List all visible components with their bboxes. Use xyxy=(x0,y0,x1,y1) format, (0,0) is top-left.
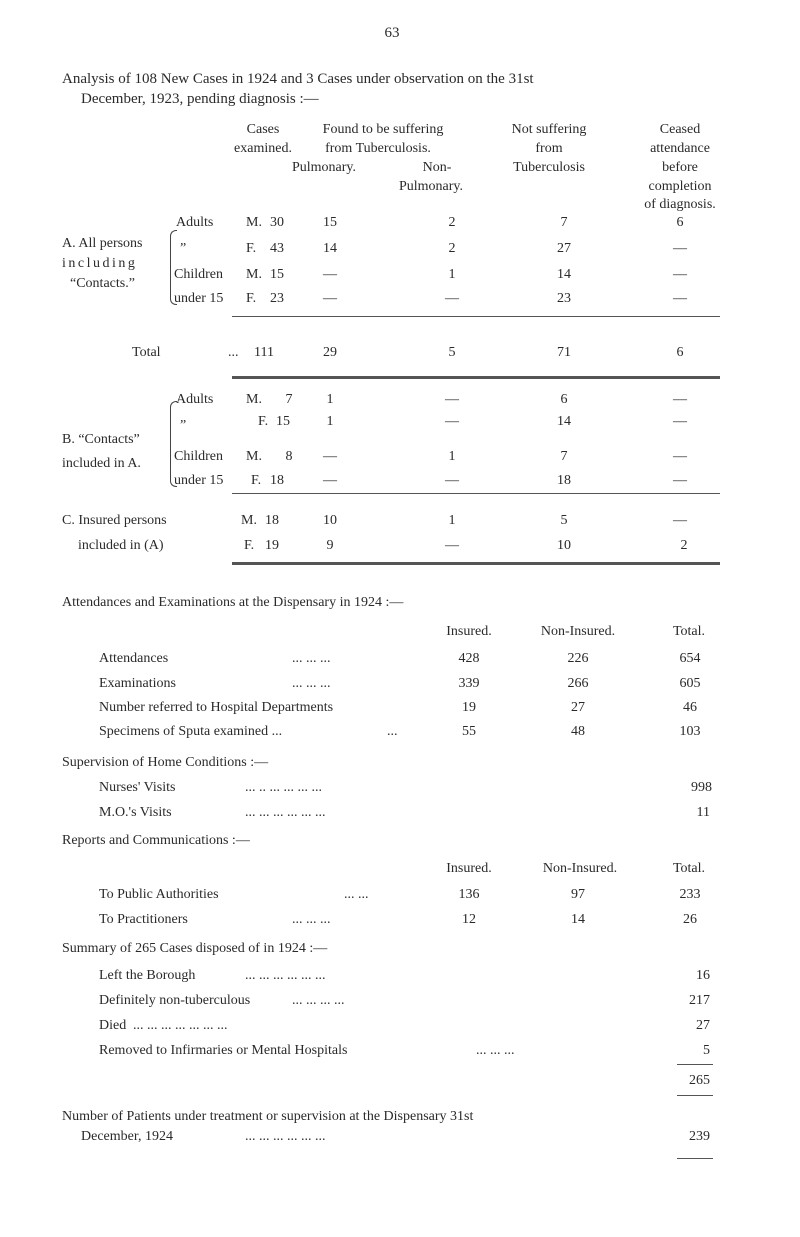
header-found-1: Found to be suffering xyxy=(322,122,444,137)
cell-not-tb: 71 xyxy=(557,345,571,360)
cell-pulmonary: 1 xyxy=(326,392,334,407)
cell-ceased: — xyxy=(673,291,687,306)
section-b-label-2: included in A. xyxy=(62,456,141,471)
row-dots: ... ... xyxy=(344,887,369,902)
sex-label: M. xyxy=(246,267,262,282)
cell-pulmonary: 14 xyxy=(323,241,337,256)
row-value: 16 xyxy=(696,968,710,983)
sex-label: M. xyxy=(246,449,262,464)
group-label: ” xyxy=(180,418,187,433)
sex-label: M. xyxy=(246,215,262,230)
row-label: Number referred to Hospital Departments xyxy=(99,700,334,715)
col-total: Total. xyxy=(672,861,706,876)
cell-total: 46 xyxy=(683,700,697,715)
cell-total: 103 xyxy=(679,724,701,739)
cell-examined: 15 xyxy=(270,267,284,282)
sex-label: F. xyxy=(244,538,255,553)
section-b-label-1: B. “Contacts” xyxy=(62,432,140,447)
cell-non-insured: 266 xyxy=(567,676,589,691)
summary-heading: Summary of 265 Cases disposed of in 1924 :— xyxy=(62,941,328,956)
row-value: 5 xyxy=(703,1043,710,1058)
cell-not-tb: 14 xyxy=(557,414,571,429)
group-label: ” xyxy=(180,241,187,256)
rule-summary-bottom xyxy=(677,1095,713,1096)
cell-examined: 18 xyxy=(265,513,279,528)
row-value: 217 xyxy=(689,993,710,1008)
cell-non-pulmonary: 2 xyxy=(448,241,456,256)
header-not-1: Not suffering xyxy=(511,122,587,137)
row-dots: ... ... ... ... ... ... xyxy=(245,1129,326,1144)
rule-before-total xyxy=(232,316,720,317)
cell-not-tb: 10 xyxy=(557,538,571,553)
cell-non-pulmonary: 5 xyxy=(448,345,456,360)
cell-ceased: — xyxy=(673,473,687,488)
intro-line-2: December, 1923, pending diagnosis :— xyxy=(81,91,319,107)
group-label: under 15 xyxy=(174,473,224,488)
total-dots: ... xyxy=(228,345,239,360)
col-insured: Insured. xyxy=(446,861,492,876)
cell-non-pulmonary: — xyxy=(445,414,459,429)
cell-non-pulmonary: — xyxy=(445,538,459,553)
row-dots: ... ... ... xyxy=(476,1043,515,1058)
double-rule-bottom xyxy=(232,562,720,565)
rule-final xyxy=(677,1158,713,1159)
cell-non-pulmonary: 1 xyxy=(448,449,456,464)
cell-not-tb: 7 xyxy=(560,449,568,464)
cell-non-insured: 27 xyxy=(571,700,585,715)
header-found-2: from Tuberculosis. xyxy=(325,141,431,156)
header-pulmonary: Pulmonary. xyxy=(291,160,357,175)
header-non-2: Pulmonary. xyxy=(398,179,464,194)
section-c-label-2: included in (A) xyxy=(78,538,164,553)
group-label: Children xyxy=(174,267,223,282)
row-dots: ... ... ... xyxy=(292,651,331,666)
under-treatment-value: 239 xyxy=(689,1129,710,1144)
header-not-3: Tuberculosis xyxy=(513,160,585,175)
row-dots: ... ... ... ... ... ... xyxy=(245,805,326,820)
row-dots: ... ... ... xyxy=(292,676,331,691)
group-label: under 15 xyxy=(174,291,224,306)
double-rule xyxy=(232,376,720,379)
cell-examined: 18 xyxy=(270,473,284,488)
row-label: Left the Borough xyxy=(99,968,196,983)
cell-not-tb: 18 xyxy=(557,473,571,488)
cell-insured: 136 xyxy=(458,887,480,902)
row-label: M.O.'s Visits xyxy=(99,805,172,820)
cell-pulmonary: 15 xyxy=(323,215,337,230)
header-not-2: from xyxy=(535,141,563,156)
header-ceased-5: of diagnosis. xyxy=(644,197,716,212)
cell-non-insured: 226 xyxy=(567,651,589,666)
header-ceased-1: Ceased xyxy=(659,122,701,137)
col-non-insured: Non-Insured. xyxy=(542,861,618,876)
cell-non-insured: 14 xyxy=(571,912,585,927)
cell-examined: 19 xyxy=(265,538,279,553)
cell-pulmonary: 29 xyxy=(323,345,337,360)
cell-examined: 15 xyxy=(276,414,290,429)
cell-non-insured: 48 xyxy=(571,724,585,739)
row-label: Died xyxy=(99,1018,127,1033)
header-ceased-2: attendance xyxy=(650,141,710,156)
cell-non-pulmonary: — xyxy=(445,392,459,407)
row-dots: ... xyxy=(387,724,398,739)
cell-ceased: — xyxy=(673,513,687,528)
rule-after-b xyxy=(232,493,720,494)
total-label: Total xyxy=(132,345,161,360)
supervision-heading: Supervision of Home Conditions :— xyxy=(62,755,269,770)
header-ceased-3: before xyxy=(662,160,698,175)
cell-examined: 23 xyxy=(270,291,284,306)
brace-a-adults xyxy=(170,230,177,263)
group-label: Children xyxy=(174,449,223,464)
cell-pulmonary: 10 xyxy=(323,513,337,528)
row-value: 11 xyxy=(696,805,710,820)
cell-ceased: — xyxy=(673,449,687,464)
row-dots: ... ... ... ... ... ... ... xyxy=(133,1018,228,1033)
cell-non-pulmonary: 1 xyxy=(448,513,456,528)
cell-not-tb: 6 xyxy=(560,392,568,407)
header-ceased-4: completion xyxy=(648,179,712,194)
intro-line-1: Analysis of 108 New Cases in 1924 and 3 Cases under observation on the 31st xyxy=(62,71,534,87)
cell-ceased: — xyxy=(673,392,687,407)
cell-ceased: — xyxy=(673,414,687,429)
row-dots: ... .. ... ... ... ... xyxy=(245,780,322,795)
sex-label: M. xyxy=(241,513,257,528)
sex-label: F. xyxy=(258,414,269,429)
sex-label: F. xyxy=(246,241,257,256)
page-number: 63 xyxy=(384,25,400,41)
cell-ceased: 2 xyxy=(680,538,688,553)
section-a-label-3: “Contacts.” xyxy=(70,276,135,291)
cell-ceased: 6 xyxy=(676,215,684,230)
row-label: Examinations xyxy=(99,676,176,691)
col-non-insured: Non-Insured. xyxy=(540,624,616,639)
cell-pulmonary: 1 xyxy=(326,414,334,429)
header-cases-2: examined. xyxy=(234,141,292,156)
reports-heading: Reports and Communications :— xyxy=(62,833,250,848)
header-cases-1: Cases xyxy=(246,122,280,137)
cell-non-pulmonary: 1 xyxy=(448,267,456,282)
cell-non-insured: 97 xyxy=(571,887,585,902)
group-label: Adults xyxy=(176,215,214,230)
cell-insured: 339 xyxy=(458,676,480,691)
cell-insured: 428 xyxy=(458,651,480,666)
cell-ceased: 6 xyxy=(676,345,684,360)
cell-non-pulmonary: — xyxy=(445,291,459,306)
cell-not-tb: 23 xyxy=(557,291,571,306)
cell-insured: 19 xyxy=(462,700,476,715)
cell-insured: 12 xyxy=(462,912,476,927)
cell-non-pulmonary: 2 xyxy=(448,215,456,230)
cell-not-tb: 7 xyxy=(560,215,568,230)
row-value: 998 xyxy=(691,780,712,795)
sex-label: M. xyxy=(246,392,262,407)
cell-not-tb: 27 xyxy=(557,241,571,256)
header-non-1: Non- xyxy=(422,160,452,175)
cell-insured: 55 xyxy=(462,724,476,739)
cell-pulmonary: — xyxy=(323,291,337,306)
section-c-label-1: C. Insured persons xyxy=(62,513,167,528)
cell-total: 654 xyxy=(679,651,701,666)
row-label: Specimens of Sputa examined ... xyxy=(99,724,283,739)
cell-ceased: — xyxy=(673,241,687,256)
cell-total: 26 xyxy=(683,912,697,927)
sex-label: F. xyxy=(251,473,262,488)
col-total: Total. xyxy=(672,624,706,639)
row-label: Definitely non-tuberculous xyxy=(99,993,251,1008)
attendances-heading: Attendances and Examinations at the Dispensary in 1924 :— xyxy=(62,595,404,610)
row-value: 27 xyxy=(696,1018,710,1033)
cell-not-tb: 14 xyxy=(557,267,571,282)
row-label: Nurses' Visits xyxy=(99,780,176,795)
cell-pulmonary: — xyxy=(323,449,337,464)
cell-non-pulmonary: — xyxy=(445,473,459,488)
cell-not-tb: 5 xyxy=(560,513,568,528)
cell-pulmonary: 9 xyxy=(326,538,334,553)
row-label: To Practitioners xyxy=(99,912,188,927)
cell-examined: 111 xyxy=(254,345,274,360)
cell-pulmonary: — xyxy=(323,473,337,488)
cell-total: 605 xyxy=(679,676,701,691)
row-dots: ... ... ... xyxy=(292,912,331,927)
row-label: Removed to Infirmaries or Mental Hospitals xyxy=(99,1043,348,1058)
row-dots: ... ... ... ... xyxy=(292,993,345,1008)
rule-summary-top xyxy=(677,1064,713,1065)
row-label: Attendances xyxy=(99,651,169,666)
cell-examined: 30 xyxy=(270,215,284,230)
summary-total: 265 xyxy=(689,1073,710,1088)
section-a-label-2: including xyxy=(62,256,138,271)
row-label: To Public Authorities xyxy=(99,887,219,902)
cell-examined: 43 xyxy=(270,241,284,256)
under-treatment-line-1: Number of Patients under treatment or supervision at the Dispensary 31st xyxy=(62,1109,474,1124)
cell-total: 233 xyxy=(679,887,701,902)
row-dots: ... ... ... ... ... ... xyxy=(245,968,326,983)
cell-ceased: — xyxy=(673,267,687,282)
section-a-label-1: A. All persons xyxy=(62,236,143,251)
cell-pulmonary: — xyxy=(323,267,337,282)
sex-label: F. xyxy=(246,291,257,306)
col-insured: Insured. xyxy=(446,624,492,639)
under-treatment-line-2: December, 1924 xyxy=(81,1129,173,1144)
group-label: Adults xyxy=(176,392,214,407)
cell-examined: 7 xyxy=(285,392,293,407)
cell-examined: 8 xyxy=(285,449,293,464)
